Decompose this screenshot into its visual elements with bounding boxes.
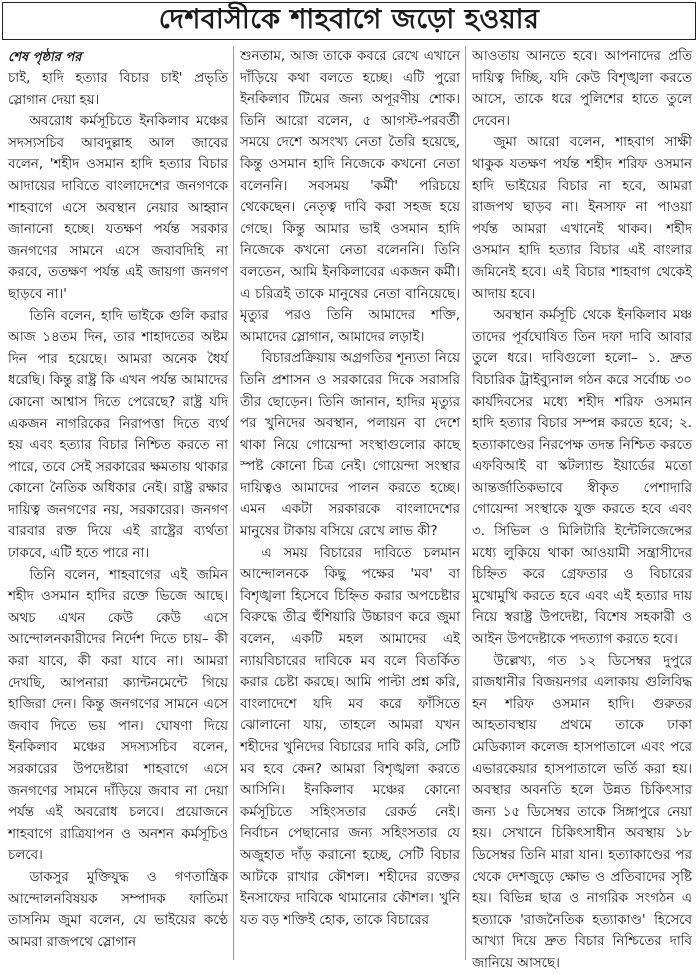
- article-column-3: [472, 46, 692, 975]
- paragraph: তিনি বলেন, শাহবাগের এই জমিন শহীদ ওসমান হাদির রক্তে ভিজে আছে। অথচ এখন কেউ কেউ এসে আন্দোলনকারীদের নির্দেশ দিতে চায়– কী করা যাবে, কী করা যাবে না। আমরা দেখছি, আপনারা ক্যান্টনমেন্টে গিয়ে হাজিরা দেন। কিন্তু জনগণের সামনে এসে জবাব দিতে ভয় পান। ঘোষণা দিয়ে ইনকিলাব মঞ্চের সদস্যসচিব বলেন, সরকারের উপদেষ্টারা শাহবাগে এসে জনগণের সামনে দাঁড়িয়ে জবাব না দেয়া পর্যন্ত এই অবরোধ চলবে। প্রয়োজনে শাহবাগে রাত্রিযাপন ও অনশন কর্মসূচিও চলবে।: [8, 567, 228, 864]
- column-divider: [233, 46, 234, 960]
- paragraph: বিচারপ্রক্রিয়ায় অগ্রগতির শূন্যতা নিয়ে তিনি প্রশাসন ও সরকারের দিকে সরাসরি তীর ছোড়েন। তিনি জানান, হাদির মৃত্যুর পর খুনিদের অবস্থান, পলায়ন বা দেশে থাকা নিয়ে গোয়েন্দা সংস্থাগুলোর কাছে স্পষ্ট কোনো চিত্র নেই। গোয়েন্দা সংস্থার দায়িত্বও আমাদের পালন করতে হচ্ছে। এমন একটা সরকারকে বাংলাদেশের মানুষের টাকায় বসিয়ে রেখে লাভ কী?: [240, 351, 460, 540]
- paragraph: উল্লেখ্য, গত ১২ ডিসেম্বর দুপুরে রাজধানীর বিজয়নগর এলাকায় গুলিবিদ্ধ হন শরিফ ওসমান হাদি। গুরুতর আহতাবস্থায় প্রথমে তাকে ঢাকা মেডিক্যাল কলেজ হাসপাতালে এবং পরে এভারকেয়ার হাসপাতালে ভর্তি করা হয়। অবস্থার অবনতি হলে উন্নত চিকিৎসার জন্য ১৫ ডিসেম্বর তাকে সিঙ্গাপুরে নেয়া হয়। সেখানে চিকিৎসাধীন অবস্থায় ১৮ ডিসেম্বর তিনি মারা যান। হত্যাকাণ্ডের পর থেকে দেশজুড়ে ক্ষোভ ও প্রতিবাদের সৃষ্টি হয়। বিভিন্ন ছাত্র ও নাগরিক সংগঠন এ হত্যাকে 'রাজনৈতিক হত্যাকাণ্ড' হিসেবে আখ্যা দিয়ে দ্রুত বিচার নিশ্চিতের দাবি জানিয়ে আসছে।: [472, 653, 692, 971]
- continued-from-label: শেষ পৃষ্ঠার পর: [8, 50, 82, 65]
- article-column-1: [8, 46, 228, 953]
- article-column-2: [240, 46, 460, 931]
- headline-box: [2, 2, 696, 40]
- paragraph: আওতায় আনতে হবে। আপনাদের প্রতি দায়িত্ব দিচ্ছি, যদি কেউ বিশৃঙ্খলা করতে আসে, তাকে ধরে পুলিশের হাতে তুলে দেবেন।: [472, 49, 692, 129]
- column-divider: [465, 46, 466, 960]
- paragraph: চাই, হাদি হত্যার বিচার চাই' প্রভৃতি স্লোগান দেয়া হয়।: [8, 71, 228, 108]
- headline: দেশবাসীকে শাহবাগে জড়ো হওয়ার: [158, 3, 540, 35]
- paragraph: অবরোধ কর্মসূচিতে ইনকিলাব মঞ্চের সদস্যসচিব আবদুল্লাহ আল জাবের বলেন, 'শহীদ ওসমান হাদি হত্যার বিচার আদায়ের দাবিতে বাংলাদেশের জনগণকে শাহবাগে এসে অবস্থান নেয়ার আহ্বান জানানো হচ্ছে। যতক্ষণ পর্যন্ত সরকার জনগণের সামনে এসে জবাবদিহি না করবে, ততক্ষণ পর্যন্ত এই জায়গা জনগণ ছাড়বে না।': [8, 114, 228, 302]
- paragraph: ডাকসুর মুক্তিযুদ্ধ ও গণতান্ত্রিক আন্দোলনবিষয়ক সম্পাদক ফাতিমা তাসনিম জুমা বলেন, যে ভাইয়ের কণ্ঠে আমরা রাজপথে স্লোগান: [8, 869, 228, 950]
- paragraph: এ সময় বিচারের দাবিতে চলমান আন্দোলনকে কিছু পক্ষের 'মব' বা বিশৃঙ্খলা হিসেবে চিহ্নিত করার অপচেষ্টার বিরুদ্ধে তীব্র হুঁশিয়ারি উচ্চারণ করে জুমা বলেন, একটি মহল আমাদের এই ন্যায়বিচারের দাবিকে মব বলে বিতর্কিত করার চেষ্টা করছে। আমি পাল্টা প্রশ্ন করি, বাংলাদেশে যদি মব করে ফাঁসিতে ঝোলানো যায়, তাহলে আমরা যখন শহীদের খুনিদের বিচারের দাবি করি, সেটি মব হবে কেন? আমরা বিশৃঙ্খলা করতে আসিনি। ইনকিলাব মঞ্চের কোনো কর্মসূচিতে সহিংসতার রেকর্ড নেই। নির্বাচন পেছানোর জন্য সহিংসতার যে অজুহাত দাঁড় করানো হচ্ছে, সেটি বিচার আটকে রাখার কৌশল। শহীদের রক্তের ইনসাফের দাবিকে থামানোর কৌশল। খুনি যত বড় শক্তিই হোক, তাকে বিচারের: [240, 545, 460, 928]
- paragraph: জুমা আরো বলেন, শাহবাগ সাক্ষী থাকুক যতক্ষণ পর্যন্ত শহীদ শরিফ ওসমান হাদি ভাইয়ের বিচার না হবে, আমরা রাজপথ ছাড়ব না। ইনসাফ না পাওয়া পর্যন্ত আমরা এখানেই থাকব। শহীদ ওসমান হাদি হত্যার বিচার এই বাংলার জমিনেই হবে। এই বিচার শাহবাগ থেকেই আদায় হবে।: [472, 135, 692, 302]
- paragraph: তিনি বলেন, হাদি ভাইকে গুলি করার আজ ১৪তম দিন, তার শাহাদতের অষ্টম দিন পার হয়েছে। আমরা অনেক ধৈর্য ধরেছি। কিন্তু রাষ্ট্র কি এখন পর্যন্ত আমাদের কোনো আশ্বাস দিতে পেরেছে? রাষ্ট্র যদি একজন নাগরিকের নিরাপত্তা দিতে ব্যর্থ হয় এবং হত্যার বিচার নিশ্চিত করতে না পারে, তবে সেই সরকারের ক্ষমতায় থাকার কোনো নৈতিক অধিকার নেই। রাষ্ট্র রক্ষার দায়িত্ব জনগণের নয়, সরকারের। জনগণ বারবার রক্ত দিয়ে এই রাষ্ট্রের ব্যর্থতা ঢাকবে, এটি হতে পারে না।: [8, 308, 228, 562]
- paragraph: শুনতাম, আজ তাকে কবরে রেখে এখানে দাঁড়িয়ে কথা বলতে হচ্ছে। এটি পুরো ইনকিলাব টিমের জন্য অপূরণীয় শোক। তিনি আরো বলেন, ৫ আগস্ট-পরবর্তী সময়ে দেশে অসংখ্য নেতা তৈরি হয়েছে, কিন্তু ওসমান হাদি নিজেকে কখনো নেতা বলেননি। সবসময় 'কর্মী' পরিচয়ে থেকেছেন। নেতৃত্ব দাবি করা সহজ হয়ে গেছে। কিন্তু আমার ভাই ওসমান হাদি নিজেকে কখনো নেতা বলেননি। তিনি বলতেন, আমি ইনকিলাবের একজন কর্মী। এ চরিত্রই তাকে মানুষের নেতা বানিয়েছে। মৃত্যুর পরও তিনি আমাদের শক্তি, আমাদের স্লোগান, আমাদের লড়াই।: [240, 49, 460, 345]
- paragraph: অবস্থান কর্মসূচি থেকে ইনকিলাব মঞ্চ তাদের পূর্বঘোষিত তিন দফা দাবি আবার তুলে ধরে। দাবিগুলো হলো– ১. দ্রুত বিচারিক ট্রাইব্যুনাল গঠন করে সর্বোচ্চ ৩০ কার্যদিবসের মধ্যে শহীদ শরিফ ওসমান হাদি হত্যার বিচার সম্পন্ন করতে হবে; ২. হত্যাকাণ্ডের নিরপেক্ষ তদন্ত নিশ্চিত করতে এফবিআই বা স্কটল্যান্ড ইয়ার্ডের মতো আন্তর্জাতিকভাবে স্বীকৃত পেশাদারি গোয়েন্দা সংস্থাকে যুক্ত করতে হবে এবং ৩. সিভিল ও মিলিটারি ইন্টেলিজেন্সের মধ্যে লুকিয়ে থাকা আওয়ামী সন্ত্রাসীদের চিহ্নিত করে গ্রেফতার ও বিচারের মুখোমুখি করতে হবে এবং এই হত্যার দায় নিয়ে স্বরাষ্ট্র উপদেষ্টা, বিশেষ সহকারী ও আইন উপদেষ্টাকে পদত্যাগ করতে হবে।: [472, 308, 692, 648]
